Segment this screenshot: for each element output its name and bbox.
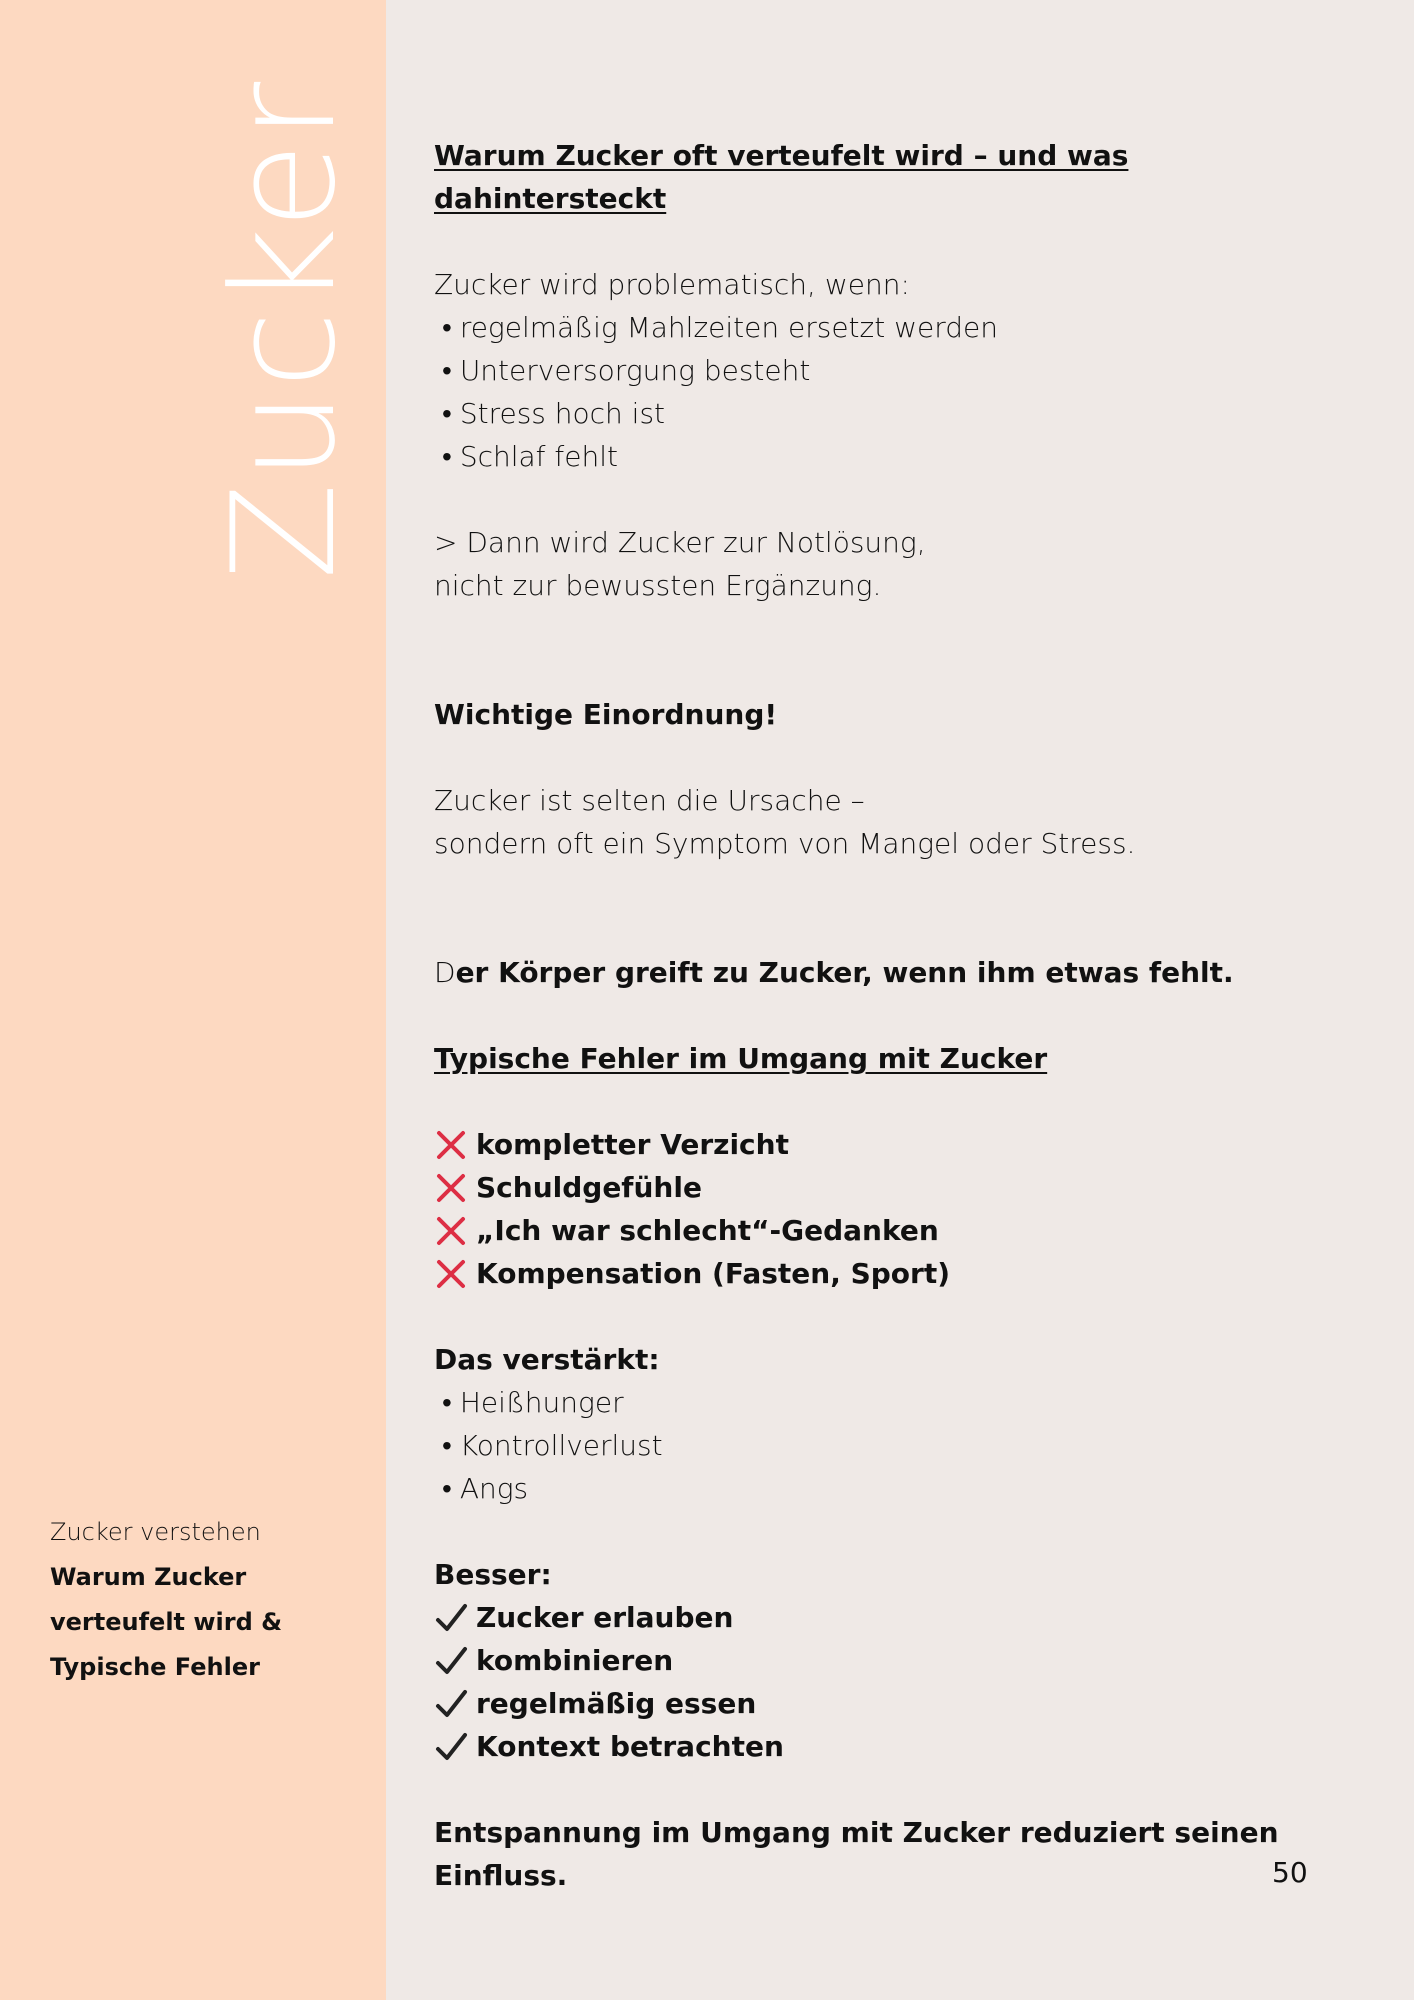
- conditions-list: [434, 306, 1334, 478]
- cross-mark-icon: [434, 1128, 468, 1162]
- list-item: [434, 1209, 1334, 1252]
- main-content: [434, 134, 1334, 1897]
- text-line: Zucker ist selten die Ursache –: [434, 784, 865, 817]
- text-line: sondern oft ein Symptom von Mangel oder Stress.: [434, 827, 1136, 860]
- text-line: > Dann wird Zucker zur Notlösung,: [434, 526, 926, 559]
- reinforces-label: Das verstärkt:: [434, 1343, 660, 1376]
- list-item: • Heißhunger: [442, 1381, 1334, 1424]
- list-item: [434, 1596, 1334, 1639]
- list-item: [434, 1725, 1334, 1768]
- better-label: Besser:: [434, 1558, 552, 1591]
- mistake-label: „Ich war schlecht“-Gedanken: [476, 1214, 939, 1247]
- caption-line: verteufelt wird &: [50, 1608, 283, 1636]
- body-statement: [434, 951, 1334, 994]
- list-item: [434, 1252, 1334, 1295]
- list-item: [434, 1166, 1334, 1209]
- heading-line: Warum Zucker oft verteufelt wird – und was: [434, 139, 1129, 172]
- text-line: Einfluss.: [434, 1859, 568, 1892]
- heading-typical-mistakes: Typische Fehler im Umgang mit Zucker: [434, 1042, 1048, 1075]
- better-label-item: kombinieren: [476, 1644, 674, 1677]
- text-line: nicht zur bewussten Ergänzung.: [434, 569, 882, 602]
- reinforces-list: [434, 1381, 1334, 1510]
- page-number: 50: [1272, 1856, 1308, 1889]
- list-item: [434, 1123, 1334, 1166]
- better-list: [434, 1596, 1334, 1768]
- list-item: • regelmäßig Mahlzeiten ersetzt werden: [442, 306, 1334, 349]
- heading-line: dahintersteckt: [434, 182, 667, 215]
- mistake-label: Kompensation (Fasten, Sport): [476, 1257, 951, 1290]
- insight-text: [434, 779, 1334, 865]
- cross-mark-icon: [434, 1171, 468, 1205]
- caption-kicker: Zucker verstehen: [50, 1518, 261, 1546]
- better-label-item: Zucker erlauben: [476, 1601, 734, 1634]
- cross-mark-icon: [434, 1257, 468, 1291]
- check-mark-icon: [434, 1730, 468, 1764]
- list-item: • Stress hoch ist: [442, 392, 1334, 435]
- intro-text: Zucker wird problematisch, wenn:: [434, 268, 910, 301]
- heading-important: Wichtige Einordnung!: [434, 698, 778, 731]
- mistake-label: kompletter Verzicht: [476, 1128, 789, 1161]
- mistake-label: Schuldgefühle: [476, 1171, 702, 1204]
- side-caption: [50, 1510, 350, 1690]
- better-label-item: Kontext betrachten: [476, 1730, 784, 1763]
- caption-line: Warum Zucker: [50, 1563, 247, 1591]
- list-item: • Schlaf fehlt: [442, 435, 1334, 478]
- list-item: [434, 1682, 1334, 1725]
- mistakes-list: [434, 1123, 1334, 1295]
- list-item: • Unterversorgung besteht: [442, 349, 1334, 392]
- closing-statement: [434, 1811, 1334, 1897]
- sidebar: [0, 0, 386, 2000]
- heading-why-sugar: [434, 134, 1334, 220]
- text-line: Entspannung im Umgang mit Zucker reduziert seinen: [434, 1816, 1279, 1849]
- check-mark-icon: [434, 1601, 468, 1635]
- list-item: [434, 1639, 1334, 1682]
- cross-mark-icon: [434, 1214, 468, 1248]
- consequence-text: [434, 521, 1334, 607]
- statement-prefix: D: [434, 956, 456, 989]
- caption-line: Typische Fehler: [50, 1653, 260, 1681]
- list-item: • Kontrollverlust: [442, 1424, 1334, 1467]
- list-item: • Angs: [442, 1467, 1334, 1510]
- check-mark-icon: [434, 1644, 468, 1678]
- vertical-title: Zucker: [202, 79, 367, 580]
- statement-bold: er Körper greift zu Zucker, wenn ihm etwas fehlt.: [455, 956, 1234, 989]
- check-mark-icon: [434, 1687, 468, 1721]
- better-label-item: regelmäßig essen: [476, 1687, 757, 1720]
